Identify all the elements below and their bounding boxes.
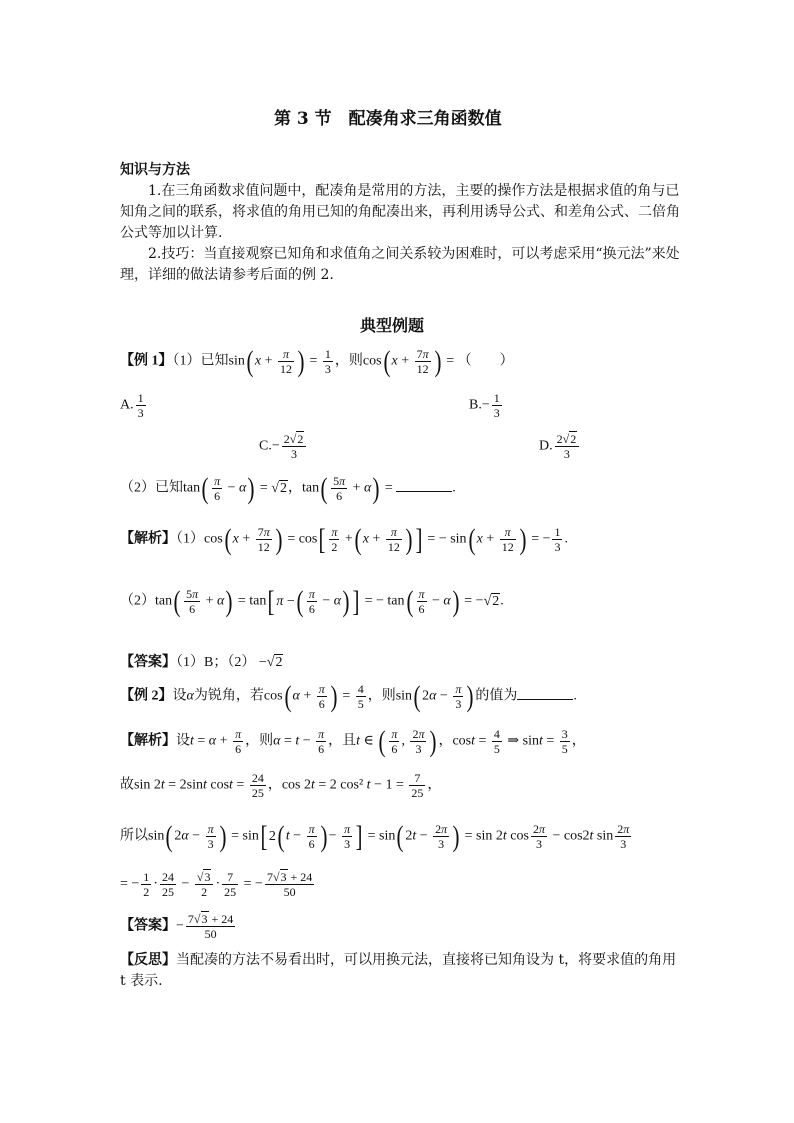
ans2-tag: 【答案】	[120, 918, 176, 934]
ans1-line: 【答案】（1）B；（2） −√2	[120, 655, 283, 670]
knowledge-body	[120, 181, 680, 286]
option-c: C.− $\frac{2√2}{3}$	[259, 433, 308, 460]
section-heading-examples: 典型例题	[360, 316, 425, 335]
ans2-line: 【答案】− $\frac{7√3 + 24}{50}$	[120, 912, 234, 941]
sol1-line1: 【解析】（1）cos( x + $\frac{7\pi}{12}$ ) = cos[ $\frac{\pi}{2}$ +( x + $\frac{\pi}{12}$ ) ] = − sin( x + $\frac{\pi}{12}$ ) = − $\frac{1}{3}$ .	[120, 523, 568, 556]
sol2-line1: 【解析】设t = α + $\frac{\pi}{6}$ ，则α = t − $\frac{\pi}{6}$ ，且t ∈ ( $\frac{\pi}{6}$ , $\frac{2\pi}{3}$ ) ，cost = $\frac{4}{5}$ ⇒ sint = $\frac{3}{5}$ ，	[120, 725, 586, 758]
option-a: A. $\frac{1}{3}$	[120, 391, 144, 420]
reflect-text: 当配凑的方法不易看出时，可以用换元法，直接将已知角设为 t，将要求值的角用 t 表示.	[120, 952, 677, 989]
reflect-tag: 【反思】	[120, 952, 176, 968]
knowledge-heading: 知识与方法	[120, 162, 190, 178]
ex2-line: 【例 2】设α为锐角，若cos( α + $\frac{\pi}{6}$ ) = $\frac{4}{5}$ ，则sin( 2α − $\frac{\pi}{3}$ ) 的值为 .	[120, 680, 577, 713]
ex2-tag: 【例 2】	[120, 688, 173, 704]
sol1-line2: （2）tan( $\frac{5\pi}{6}$ + α) = tan[ π −( $\frac{\pi}{6}$ − α) ] = − tan( $\frac{\pi}{6}$ − α) = −√2.	[120, 585, 504, 618]
sol2-tag: 【解析】	[120, 733, 176, 749]
ans1-tag: 【答案】	[120, 655, 176, 670]
knowledge-p2: 2.技巧：当直接观察已知角和求值角之间关系较为困难时，可以考虑采用“换元法”来处理，详细的做法请参考后面的例 2.	[120, 246, 680, 283]
sol2-line4: = − $\frac{1}{2}$ · $\frac{24}{25}$ − $\frac{√3}{2}$ · $\frac{7}{25}$ = − $\frac{7√3 + 24}{50}$	[120, 870, 313, 899]
reflection	[120, 950, 680, 992]
ex1-part1: 【例 1】（1）已知sin( x + $\frac{\pi}{12}$ ) = $\frac{1}{3}$ ，则cos( x + $\frac{7\pi}{12}$ ) = （ ）	[120, 345, 514, 378]
sol2-line2: 故sin 2t = 2sint cost = $\frac{24}{25}$ ，cos 2t = 2 cos² t − 1 = $\frac{7}{25}$ ，	[120, 771, 442, 800]
option-d: D. $\frac{2√2}{3}$	[539, 433, 581, 460]
page-title: 第 3 节 配凑角求三角函数值	[274, 109, 502, 129]
ex1-part2: （2）已知tan( $\frac{\pi}{6}$ − α) = √2，tan( $\frac{5\pi}{6}$ + α) = .	[120, 472, 456, 505]
sol1-tag: 【解析】	[120, 531, 176, 547]
sol2-line3: 所以sin( 2α − $\frac{\pi}{3}$ ) = sin[ 2( t − $\frac{\pi}{6}$ )− $\frac{\pi}{3}$ ] = sin( 2t − $\frac{2\pi}{3}$ ) = sin 2t cos $\frac{2\pi}{3}$ − cos2t sin $\frac{2\pi}{3}$	[120, 820, 630, 853]
option-b: B.− $\frac{1}{3}$	[469, 391, 500, 420]
ex1-tag: 【例 1】	[120, 353, 173, 369]
knowledge-p1: 1.在三角函数求值问题中，配凑角是常用的方法，主要的操作方法是根据求值的角与已知角之间的联系，将求值的角用已知的角配凑出来，再利用诱导公式、和差角公式、二倍角公式等加以计算.	[120, 183, 680, 241]
